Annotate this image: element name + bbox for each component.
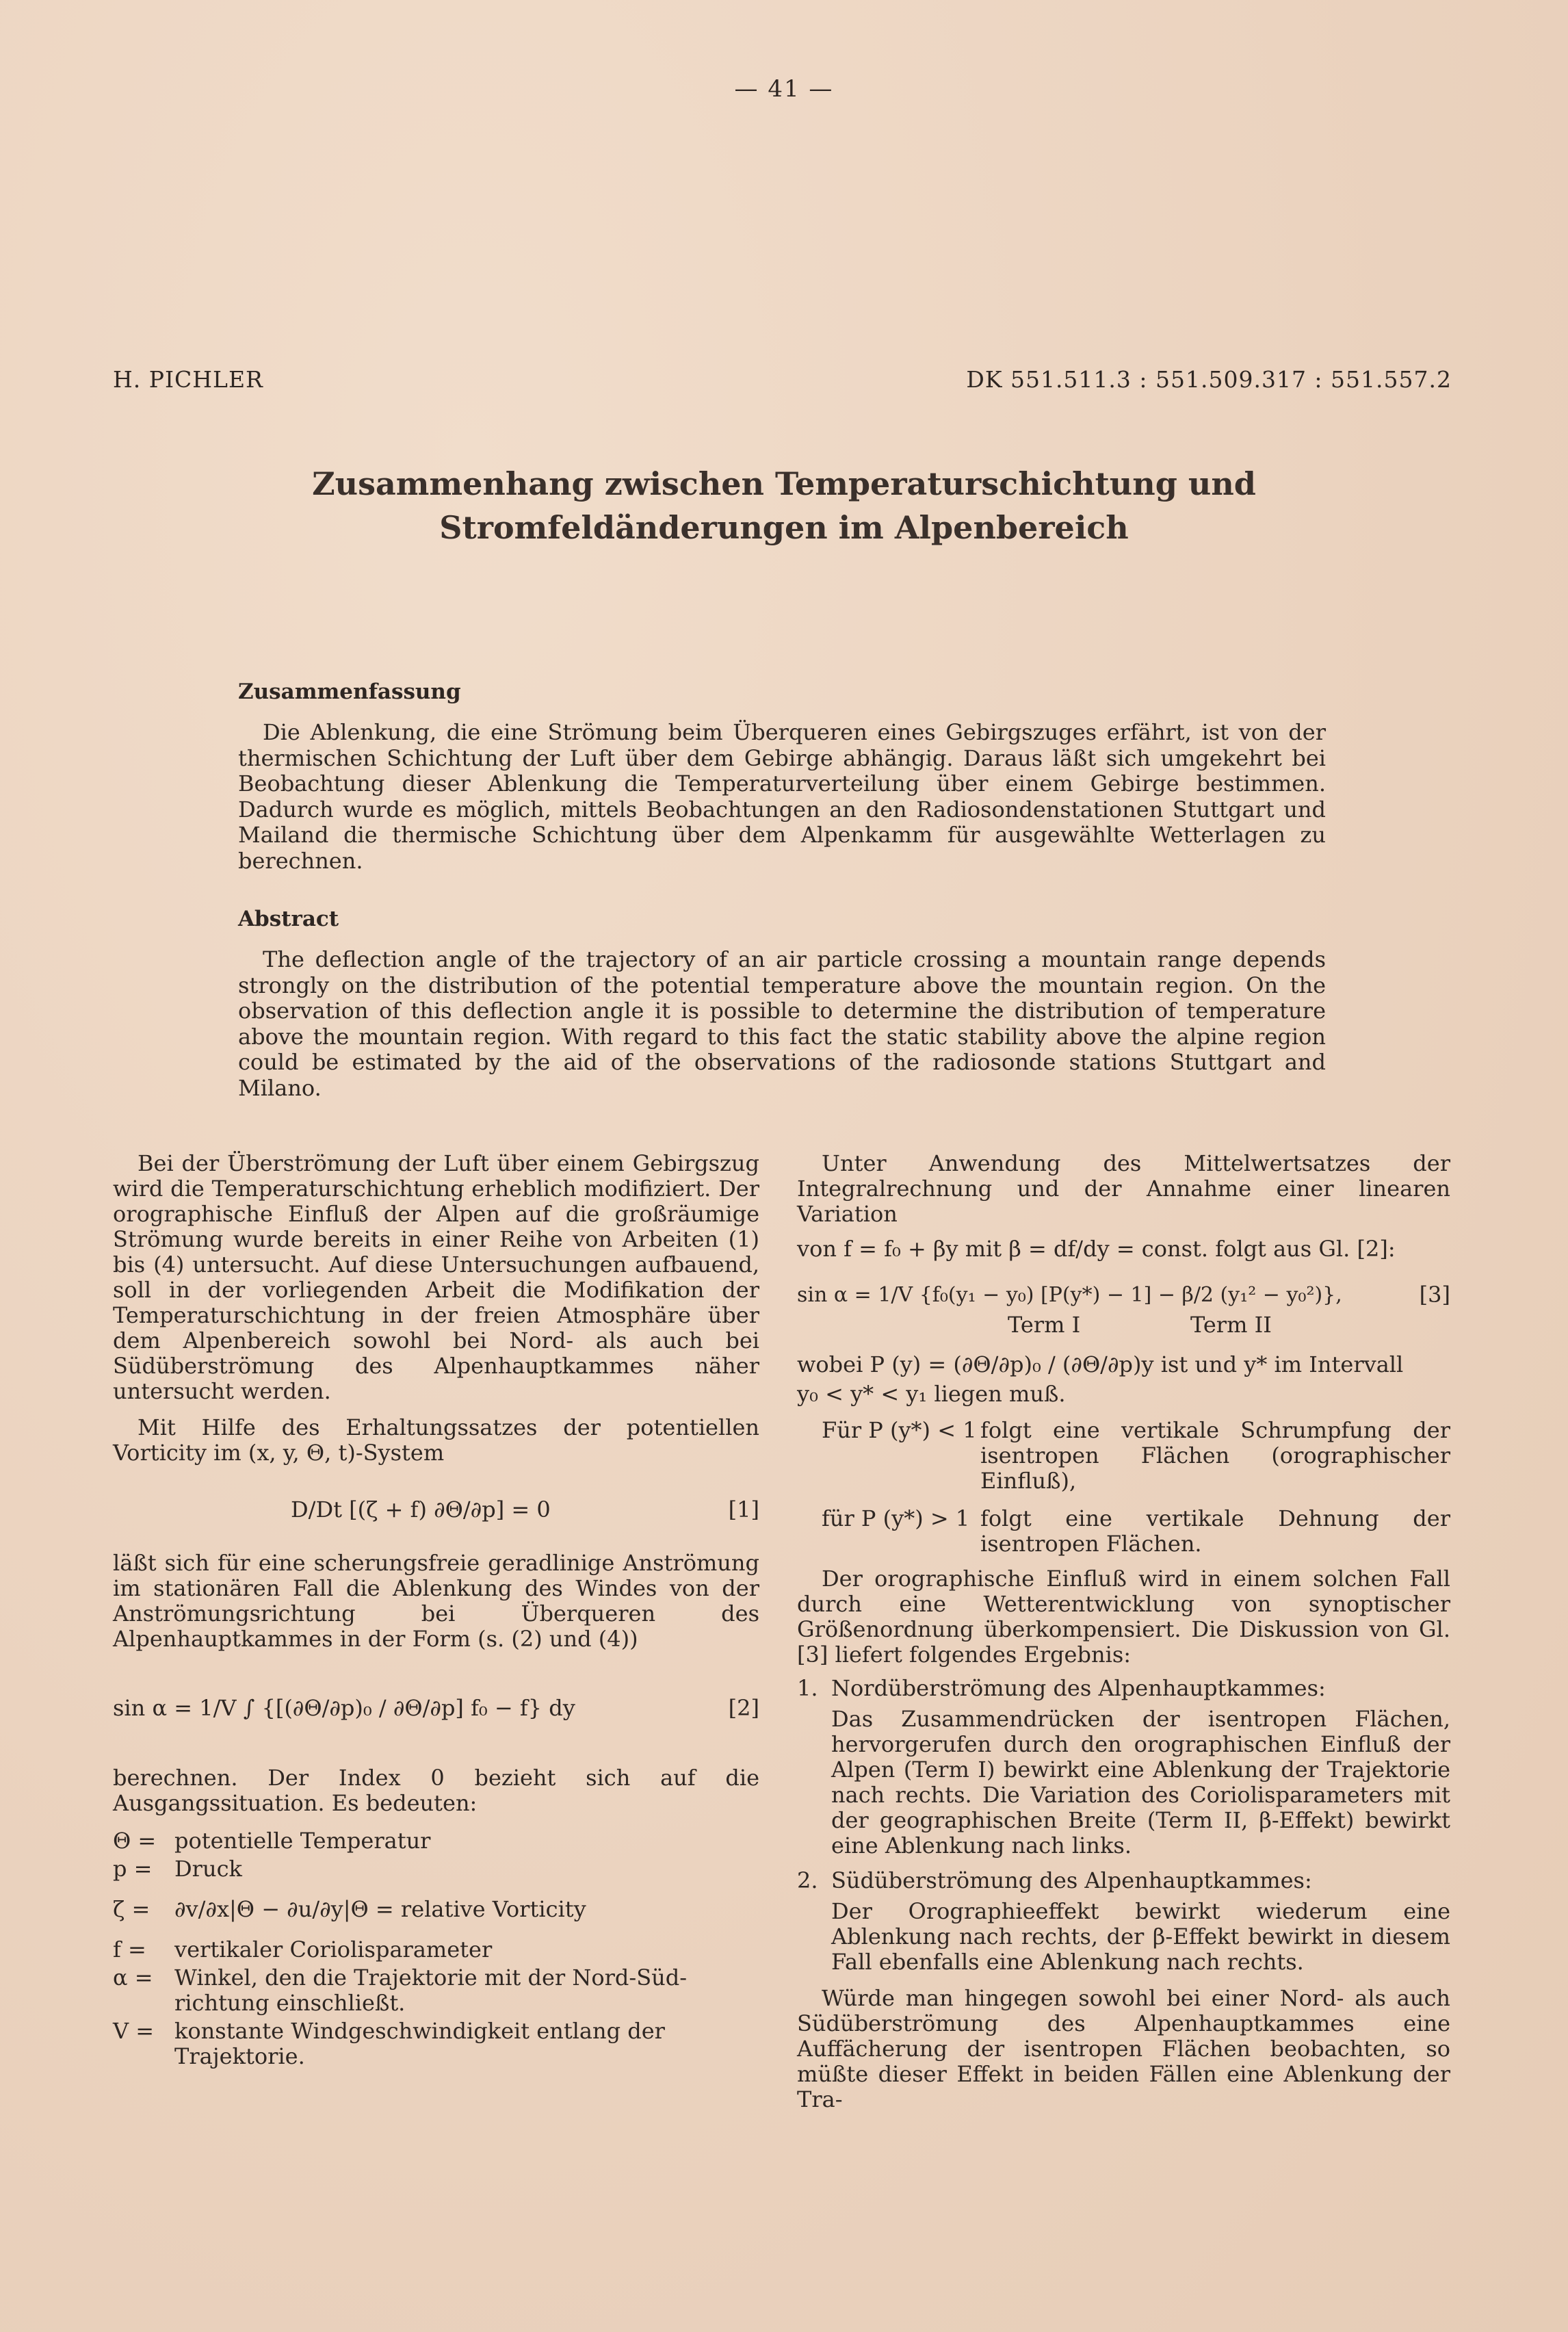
equation-1 — [113, 1492, 759, 1533]
definition-p — [113, 1856, 759, 1882]
definition-alpha — [113, 1965, 759, 2016]
definition-symbol: p = — [113, 1856, 153, 1882]
term-2-label: Term II — [1190, 1312, 1272, 1338]
dk-classification: DK 551.511.3 : 551.509.317 : 551.557.2 — [966, 366, 1452, 393]
left-paragraph-3: läßt sich für eine scherungsfreie geradlinige Anströmung im stationären Fall die Ablenkung des Windes von der Anströmungsrichtung bei Überqueren des Alpenhauptkammes in der Form (s. (2) und (4)) — [113, 1550, 759, 1652]
definition-v — [113, 2019, 759, 2069]
left-paragraph-1: Bei der Überströmung der Luft über einem Gebirgszug wird die Temperaturschichtung erheblich modifiziert. Der orographische Einfluß der Alpen auf die großräumige Strömung wurde bereits in einer Reihe von Arbeiten (1) bis (4) untersucht. Auf diese Untersuchungen aufbauend, soll in der vorliegenden Arbeit die Modifikation der Temperaturschichtung in der freien Atmosphäre über dem Alpenbereich sowohl bei Nord- als auch bei Südüberströmung des Alpenhauptkammes näher untersucht werden. — [113, 1150, 759, 1404]
title-line-1: Zusammenhang zwischen Temperaturschichtung und — [312, 465, 1256, 502]
case-1 — [797, 1418, 1450, 1494]
list-item-text: Das Zusammendrücken der isentropen Flächen, hervorgerufen durch den orographischen Einfluß der Alpen (Term I) bewirkt eine Ablenkung der Trajektorie nach rechts. Die Variation des Coriolisparameters mit der geographischen Breite (Term II, β-Effekt) bewirkt eine Ablenkung nach links. — [831, 1706, 1450, 1858]
page-number: — 41 — — [734, 75, 834, 103]
right-paragraph-4: Würde man hingegen sowohl bei einer Nord- als auch Südüberströmung des Alpenhauptkammes eine Auffächerung der isentropen Flächen beobachten, so müßte dieser Effekt in beiden Fällen eine Ablenkung der Tra- — [797, 1985, 1450, 2112]
equation-2-formula: sin α = 1/V ∫ {[(∂Θ/∂p)₀ / ∂Θ/∂p] f₀ − f} dy — [113, 1695, 575, 1721]
case-1-text: folgt eine vertikale Schrumpfung der isentropen Flächen (orographischer Einfluß), — [980, 1417, 1450, 1494]
definition-text: Druck — [174, 1856, 242, 1882]
list-item-number: 1. — [797, 1675, 818, 1701]
left-paragraph-2: Mit Hilfe des Erhaltungssatzes der potentiellen Vorticity im (x, y, Θ, t)-System — [113, 1414, 759, 1466]
equation-3-number: [3] — [1419, 1282, 1450, 1308]
definition-text: konstante Windgeschwindigkeit entlang der Trajektorie. — [174, 2018, 665, 2069]
list-item-number: 2. — [797, 1867, 818, 1893]
term-1-label: Term I — [1008, 1312, 1081, 1338]
list-item-heading: Südüberströmung des Alpenhauptkammes: — [831, 1867, 1312, 1893]
list-item-content — [831, 1676, 1450, 1858]
right-paragraph-3: Der orographische Einfluß wird in einem solchen Fall durch eine Wetterentwicklung von synoptischer Größenordnung überkompensiert. Die Diskussion von Gl. [3] liefert folgendes Ergebnis: — [797, 1566, 1450, 1668]
definition-list — [113, 1828, 759, 2069]
zusammenfassung-text — [238, 720, 1326, 874]
definition-symbol: ζ = — [113, 1896, 151, 1922]
list-item-heading: Nordüberströmung des Alpenhauptkammes: — [831, 1675, 1326, 1701]
abstract-text — [238, 947, 1326, 1101]
definition-zeta — [113, 1897, 759, 1922]
zusammenfassung-paragraph: Die Ablenkung, die eine Strömung beim Überqueren eines Gebirgszuges erfährt, ist von der thermischen Schichtung der Luft über dem Gebirge abhängig. Daraus läßt sich umgekehrt bei Beobachtung dieser Ablenkung die Temperaturverteilung über einem Gebirge bestimmen. Dadurch wurde es möglich, mittels Beobachtungen an den Radiosondenstationen Stuttgart und Mailand die thermische Schichtung über dem Alpenkamm für ausgewählte Wetterlagen zu berechnen. — [238, 719, 1326, 874]
equation-1-number: [1] — [728, 1497, 759, 1523]
equation-3 — [797, 1282, 1450, 1312]
list-item-2 — [797, 1868, 1450, 1975]
paper-title — [0, 462, 1568, 549]
right-paragraph-1b: von f = f₀ + βy mit β = df/dy = const. folgt aus Gl. [2]: — [797, 1236, 1396, 1262]
case-2-condition: für P (y*) > 1 — [822, 1505, 970, 1531]
case-2-text: folgt eine vertikale Dehnung der isentropen Flächen. — [980, 1505, 1450, 1557]
equation-3-terms — [797, 1312, 1450, 1340]
equation-2 — [113, 1679, 759, 1741]
case-1-condition: Für P (y*) < 1 — [822, 1417, 977, 1443]
equation-2-number: [2] — [728, 1695, 759, 1721]
right-paragraph-2: wobei P (y) = (∂Θ/∂p)₀ / (∂Θ/∂p)y ist und y* im Intervall — [797, 1351, 1404, 1377]
equation-3-formula: sin α = 1/V {f₀(y₁ − y₀) [P(y*) − 1] − β/2 (y₁² − y₀²)}, — [797, 1283, 1342, 1307]
list-item-content — [831, 1868, 1450, 1975]
definition-text: Winkel, den die Trajektorie mit der Nord-Süd-richtung einschließt. — [174, 1965, 688, 2016]
left-paragraph-4: berechnen. Der Index 0 bezieht sich auf die Ausgangssituation. Es bedeuten: — [113, 1765, 759, 1816]
equation-1-formula: D/Dt [(ζ + f) ∂Θ/∂p] = 0 — [291, 1497, 551, 1523]
case-2 — [797, 1506, 1450, 1557]
abstract-heading: Abstract — [238, 907, 339, 931]
definition-f — [113, 1937, 759, 1962]
right-paragraph-2b: y₀ < y* < y₁ liegen muß. — [797, 1381, 1066, 1407]
definition-theta — [113, 1828, 759, 1854]
definition-text: potentielle Temperatur — [174, 1828, 431, 1854]
right-column — [797, 1151, 1450, 2112]
list-item-1 — [797, 1676, 1450, 1858]
list-item-text: Der Orographieeffekt bewirkt wiederum eine Ablenkung nach rechts, der β-Effekt bewirkt in diesem Fall ebenfalls eine Ablenkung nach rechts. — [831, 1898, 1450, 1975]
right-paragraph-1: Unter Anwendung des Mittelwertsatzes der Integralrechnung und der Annahme einer linearen Variation — [797, 1150, 1450, 1227]
zusammenfassung-heading: Zusammenfassung — [238, 679, 461, 704]
title-line-2: Stromfeldänderungen im Alpenbereich — [439, 509, 1129, 546]
definition-text: vertikaler Coriolisparameter — [174, 1936, 493, 1962]
definition-symbol: f = — [113, 1936, 146, 1962]
definition-symbol: V = — [113, 2018, 155, 2044]
definition-text: ∂v/∂x|Θ − ∂u/∂y|Θ = relative Vorticity — [174, 1896, 586, 1922]
abstract-paragraph: The deflection angle of the trajectory of an air particle crossing a mountain range depends strongly on the distribution of the potential temperature above the mountain region. On the observation of this deflection angle it is possible to determine the distribution of temperature above the mountain region. With regard to this fact the static stability above the alpine region could be estimated by the aid of the observations of the radiosonde stations Stuttgart and Milano. — [238, 946, 1326, 1101]
definition-symbol: Θ = — [113, 1828, 157, 1854]
author: H. PICHLER — [113, 366, 263, 393]
definition-symbol: α = — [113, 1965, 153, 1991]
left-column — [113, 1151, 759, 2072]
